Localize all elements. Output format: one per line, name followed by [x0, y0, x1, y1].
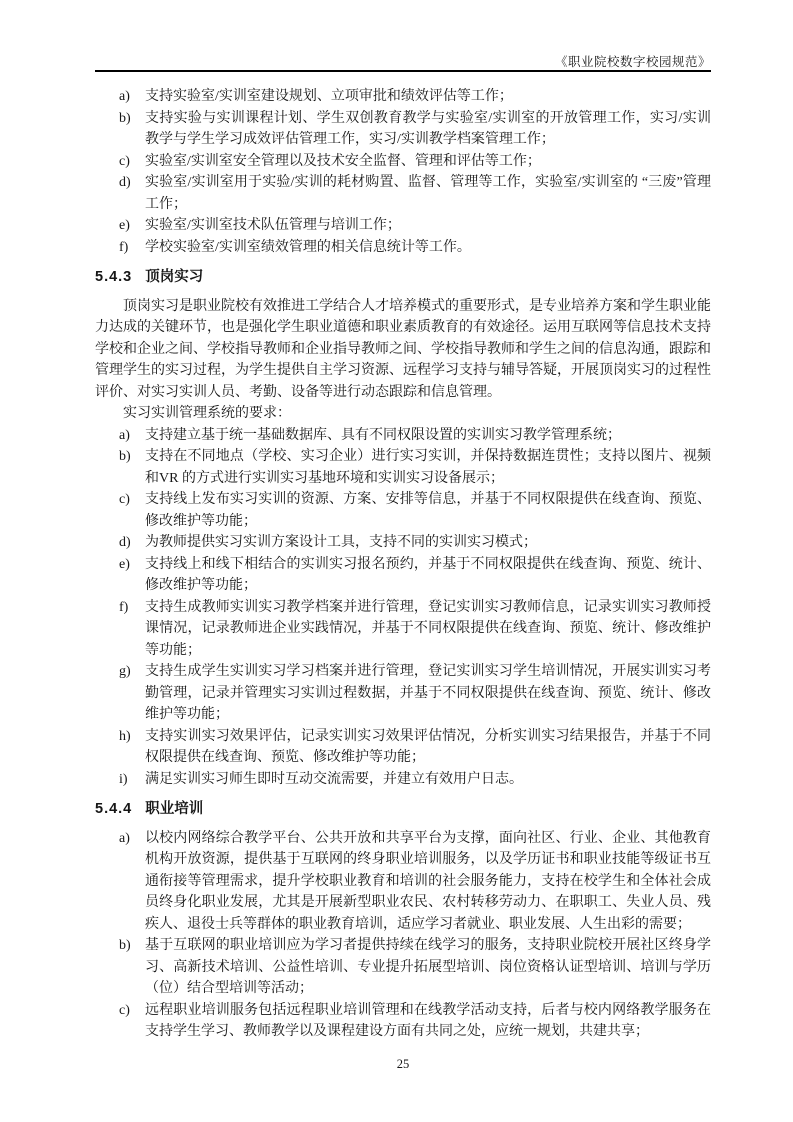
running-header: [95, 52, 711, 70]
list-item-text: 以校内网络综合教学平台、公共开放和共享平台为支撑，面向社区、行业、企业、其他教育机构开放资源，提供基于互联网的终身职业培训服务，以及学历证书和职业技能等级证书互通衔接等管理需求，提升学校职业教育和培训的社会服务能力，支持在校学生和全体社会成员终身化职业发展，尤其是开展新型职业农民、农村转移劳动力、在职职工、失业人员、残疾人、退役士兵等群体的职业教育培训，适应学习者就业、职业发展、人生出彩的需要；: [145, 830, 711, 932]
list-item-text: 远程职业培训服务包括远程职业培训管理和在线教学活动支持，后者与校内网络教学服务在支持学生学习、教师教学以及课程建设方面有共同之处，应统一规划，共建共享；: [145, 1002, 711, 1039]
list-item: [95, 769, 711, 791]
list-item-text: 为教师提供实习实训方案设计工具，支持不同的实训实习模式；: [145, 535, 537, 550]
section-543-paragraph: 顶岗实习是职业院校有效推进工学结合人才培养模式的重要形式，是专业培养方案和学生职业能力达成的关键环节，也是强化学生职业道德和职业素质教育的有效途径。运用互联网等信息技术支持学校和企业之间、学校指导教师和企业指导教师之间、学校指导教师和学生之间的信息沟通，跟踪和管理学生的实习过程，为学生提供自主学习资源、远程学习支持与辅导答疑，开展顶岗实习的过程性评价、对实习实训人员、考勤、设备等进行动态跟踪和信息管理。: [95, 298, 711, 400]
list-item-text: 支持线上发布实习实训的资源、方案、安排等信息，并基于不同权限提供在线查询、预览、修改维护等功能；: [145, 492, 711, 529]
vocational-training-list: [95, 828, 711, 1043]
list-item-text: 实验室/实训室技术队伍管理与培训工作；: [145, 218, 401, 233]
list-item: [95, 828, 711, 936]
list-item-marker: d): [119, 535, 131, 550]
list-item-marker: h): [119, 728, 131, 744]
list-item: [95, 935, 711, 1000]
list-item: [95, 1000, 711, 1043]
page-number: 25: [396, 1056, 410, 1071]
list-item: [95, 151, 711, 173]
list-item-marker: b): [119, 449, 131, 464]
header-rule: [95, 70, 711, 72]
list-item: [95, 237, 711, 259]
page-footer: [95, 1054, 711, 1076]
list-item-text: 基于互联网的职业培训应为学习者提供持续在线学习的服务，支持职业院校开展社区终身学习、高新技术培训、公益性培训、专业提升拓展型培训、岗位资格认证型培训、培训与学历（位）结合型培训等活动；: [145, 938, 711, 996]
section-title: 顶岗实习: [145, 269, 204, 285]
list-item: [95, 172, 711, 215]
list-item-marker: d): [119, 175, 131, 190]
section-number: 5.4.4: [95, 801, 133, 817]
list-item-marker: c): [119, 153, 130, 169]
list-item: [95, 215, 711, 237]
list-item: [95, 425, 711, 447]
list-item-marker: e): [119, 556, 130, 572]
section-title: 职业培训: [145, 801, 204, 817]
section-heading-543: [95, 267, 711, 289]
list-item: [95, 726, 711, 769]
list-item-text: 支持建立基于统一基础数据库、具有不同权限设置的实训实习教学管理系统；: [145, 427, 621, 443]
list-item-marker: e): [119, 218, 130, 233]
list-item-text: 支持线上和线下相结合的实训实习报名预约，并基于不同权限提供在线查询、预览、统计、修改维护等功能；: [145, 556, 711, 593]
list-item-text: 支持生成学生实训实习学习档案并进行管理，登记实训实习学生培训情况，开展实训实习考勤管理，记录并管理实习实训过程数据，并基于不同权限提供在线查询、预览、统计、修改维护等功能；: [145, 664, 711, 722]
list-item-text: 支持生成教师实训实习教学档案并进行管理，登记实训实习教师信息，记录实训实习教师授课情况，记录教师进企业实践情况，并基于不同权限提供在线查询、预览、统计、修改维护等功能；: [145, 599, 711, 658]
list-item: [95, 597, 711, 662]
list-item-text: 满足实训实习师生即时互动交流需要，并建立有效用户日志。: [145, 771, 523, 787]
list-item-marker: g): [119, 664, 131, 679]
list-item-text: 支持实验室/实训室建设规划、立项审批和绩效评估等工作；: [145, 89, 513, 104]
list-item-marker: f): [119, 239, 129, 255]
list-item: [95, 446, 711, 489]
list-item-marker: c): [119, 1002, 130, 1018]
list-item-marker: a): [119, 427, 130, 443]
list-item: [95, 554, 711, 597]
list-item-marker: i): [119, 771, 128, 787]
list-item: [95, 86, 711, 108]
list-item-text: 支持实训实习效果评估，记录实训实习效果评估情况，分析实训实习结果报告，并基于不同权限提供在线查询、预览、修改维护等功能；: [145, 728, 711, 765]
list-item-marker: f): [119, 599, 129, 615]
list-item-text: 支持实验与实训课程计划、学生双创教育教学与实验室/实训室的开放管理工作，实习/实训教学与学生学习成效评估管理工作，实习/实训教学档案管理工作；: [145, 110, 711, 147]
section-heading-544: [95, 799, 711, 821]
list-item: [95, 532, 711, 554]
section-number: 5.4.3: [95, 269, 133, 285]
lab-management-list: [95, 86, 711, 258]
list-item-marker: c): [119, 492, 130, 507]
list-item-text: 学校实验室/实训室绩效管理的相关信息统计等工作。: [145, 239, 471, 255]
document-title: 《职业院校数字校园规范》: [554, 55, 711, 69]
requirements-lead: 实习实训管理系统的要求：: [123, 406, 291, 421]
list-item-text: 支持在不同地点（学校、实习企业）进行实习实训，并保持数据连贯性；支持以图片、视频和VR 的方式进行实训实习基地环境和实训实习设备展示；: [145, 449, 711, 486]
list-item-text: 实验室/实训室用于实验/实训的耗材购置、监督、管理等工作，实验室/实训室的 “三废”管理工作；: [145, 175, 711, 212]
list-item-marker: b): [119, 938, 131, 953]
list-item-marker: b): [119, 110, 131, 126]
internship-requirements-list: [95, 425, 711, 791]
list-item-text: 实验室/实训室安全管理以及技术安全监督、管理和评估等工作；: [145, 153, 541, 169]
list-item: [95, 489, 711, 532]
list-item: [95, 661, 711, 726]
list-item-marker: a): [119, 89, 130, 104]
page-content: [95, 86, 711, 1075]
list-item: [95, 108, 711, 151]
list-item-marker: a): [119, 830, 130, 846]
